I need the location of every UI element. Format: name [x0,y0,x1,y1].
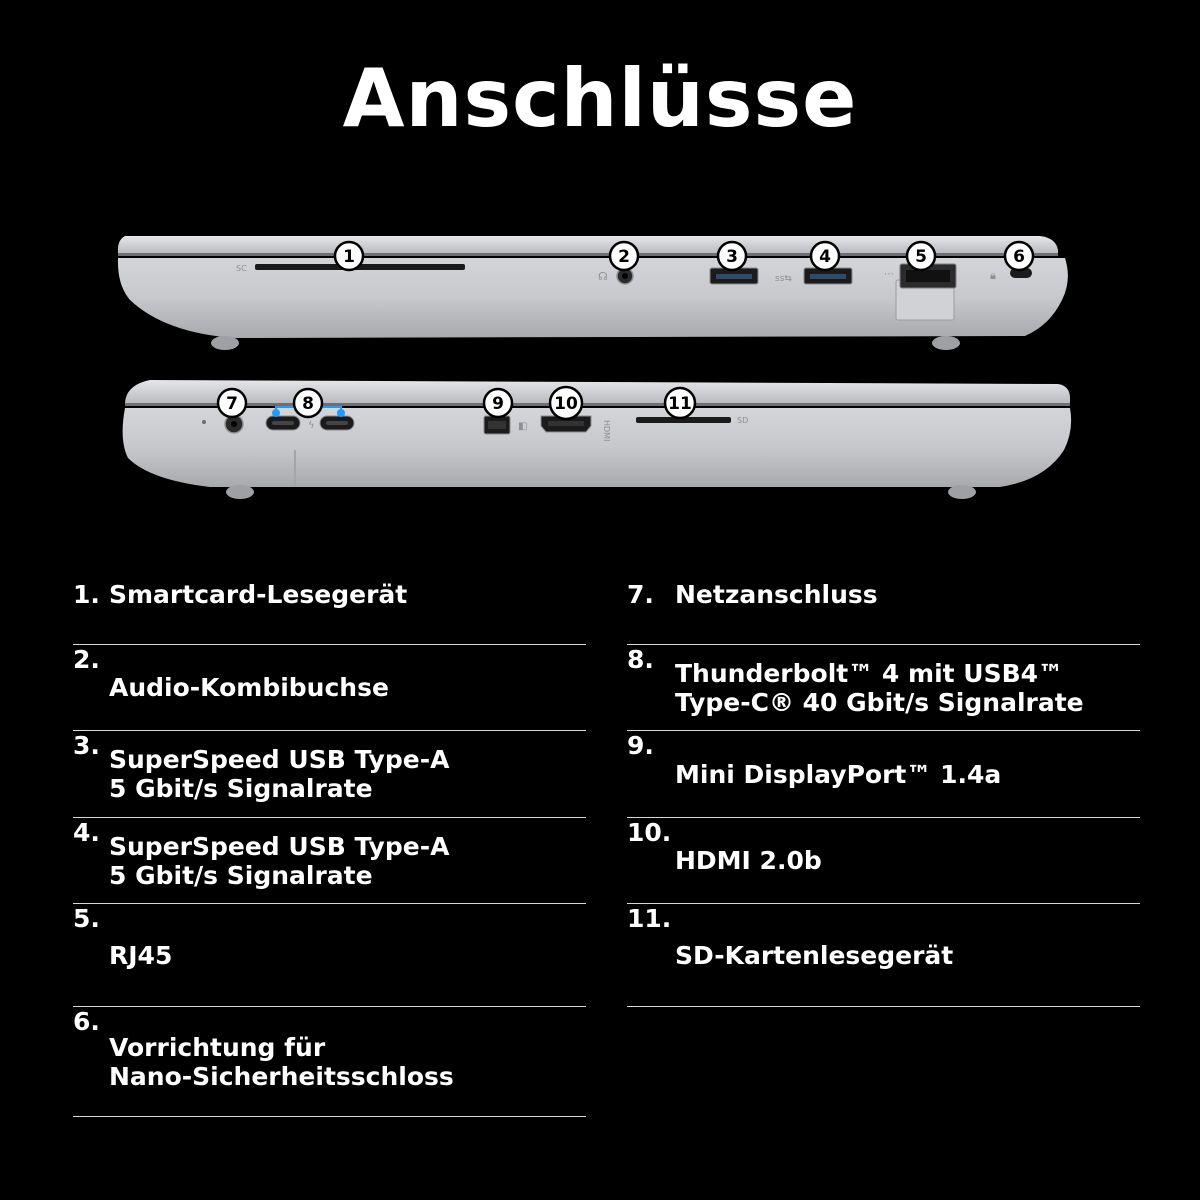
item-number: 1. [73,580,100,609]
list-item [627,731,1140,818]
svg-text:5: 5 [915,247,927,267]
item-text: Thunderbolt™ 4 mit USB4™ Type-C® 40 Gbit/s Signalrate [675,658,1084,717]
badge-2 [610,242,638,270]
item-number: 4. [73,818,100,847]
item-number: 7. [627,580,654,609]
svg-text:11: 11 [668,394,692,414]
svg-text:10: 10 [554,394,578,414]
list-item [73,731,586,818]
thunderbolt-icon: ϟ [308,420,315,431]
laptop-left-side [118,236,1068,350]
svg-text:4: 4 [819,247,831,267]
lock-icon: 🔒︎ [990,269,996,282]
svg-text:8: 8 [302,394,314,414]
badge-6 [1005,242,1033,270]
laptop-right-side [123,380,1072,499]
item-text: SuperSpeed USB Type-A 5 Gbit/s Signalrate [109,745,450,803]
badge-5 [907,242,935,270]
item-number: 11. [627,904,672,933]
item-number: 5. [73,904,100,933]
port-list-left [73,570,586,1117]
item-text: RJ45 [109,940,173,970]
item-text: SuperSpeed USB Type-A 5 Gbit/s Signalrate [109,831,450,890]
list-item [627,818,1140,904]
smartcard-label: SC [236,264,247,273]
item-number: 10. [627,818,672,847]
list-item [627,645,1140,731]
item-text: HDMI 2.0b [675,846,822,875]
list-item [73,904,586,1007]
base [123,408,1072,487]
svg-text:3: 3 [726,247,738,267]
laptop-ports-diagram [0,0,1200,520]
svg-text:2: 2 [618,247,630,267]
port-list-right [627,570,1140,1007]
item-number: 8. [627,645,654,674]
svg-text:7: 7 [226,394,238,414]
list-item [73,570,586,645]
badge-10 [550,387,582,419]
item-text: Smartcard-Lesegerät [109,580,408,609]
item-text: Mini DisplayPort™ 1.4a [675,759,1002,789]
usb-ss-icon: ss⇆ [775,274,792,284]
item-number: 3. [73,731,100,760]
badge-8 [294,389,322,417]
svg-text:1: 1 [343,247,355,267]
badge-11 [665,388,695,418]
list-item [73,818,586,904]
displayport-icon: ◧ [518,421,528,432]
headset-icon: ☊ [598,270,608,283]
badge-9 [484,389,512,417]
list-item [627,570,1140,645]
lid [125,380,1070,403]
item-number: 6. [73,1007,100,1036]
item-text: Vorrichtung für Nano-Sicherheitsschloss [109,1032,454,1091]
sd-label: SD [737,416,749,425]
page-title: Anschlüsse [342,52,858,145]
badge-4 [811,242,839,270]
item-text: Netzanschluss [675,580,878,609]
list-item [627,904,1140,1007]
item-text: Audio-Kombibuchse [109,673,389,702]
badge-1 [335,242,363,270]
item-number: 9. [627,731,654,760]
svg-text:6: 6 [1013,247,1025,267]
badge-3 [718,242,746,270]
network-icon: ⋯ [884,269,894,280]
list-item [73,645,586,731]
badge-7 [218,389,246,417]
list-item [73,1007,586,1117]
item-number: 2. [73,645,100,674]
svg-text:9: 9 [492,394,504,414]
hdmi-label: HDMI [602,420,611,442]
item-text: SD-Kartenlesegerät [675,940,954,970]
